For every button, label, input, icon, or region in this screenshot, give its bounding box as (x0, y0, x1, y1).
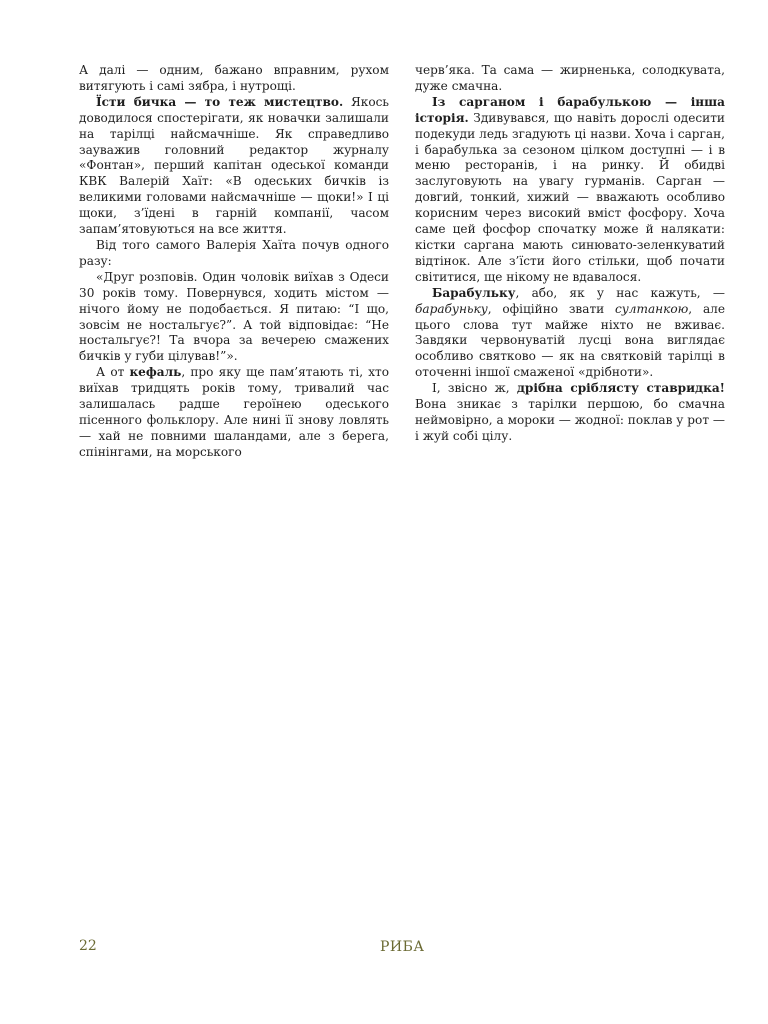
paragraph (415, 381, 725, 445)
bold-lead: Із сарганом і барабулькою — інша історія. (415, 94, 725, 125)
paragraph: черв’яка. Та сама — жирненька, солодкувата, дуже смачна. (415, 63, 725, 93)
paragraph: А далі — одним, бажано вправним, рухом витягують і самі зябра, і нутрощі. (79, 63, 389, 93)
paragraph-text: Вона зникає з тарілки першою, бо смачна неймовірно, а мороки — жодної: поклав у рот — і жуй собі цілу. (415, 397, 725, 443)
paragraph-text: , або, як у нас кажуть, — (515, 285, 725, 300)
paragraph: Від того самого Валерія Хаїта почув одного разу: (79, 237, 389, 268)
bold-term: кефаль (129, 365, 182, 380)
italic-term: барабуньку (415, 301, 488, 316)
quote-paragraph: «Друг розповів. Один чоловік виїхав з Одеси 30 років тому. Повернувся, ходить містом — нічого йому не подобається. Я питаю: “І що, зовсім не ностальгує?”. А той відповідає: “Не ностальгує?! Та вчора за вечерею смажених бичків у губи цілував!”». (79, 269, 389, 364)
page-number: 22 (79, 938, 97, 954)
paragraph-text: , але цього слова тут майже ніхто не вживає. Завдяки червонуватій лусці вона виглядає особливо святково — як на святковій тарілці в оточенні іншої смаженої «дрібноти». (415, 301, 725, 380)
paragraph-text: , офіційно звати (487, 301, 615, 316)
paragraph-text: І, звісно ж, (432, 381, 517, 396)
left-column (79, 63, 389, 461)
section-title: РИБА (380, 939, 425, 955)
paragraph-text: , про яку ще пам’ятають ті, хто виїхав тридцять років тому, тривалий час залишалась радше героїнею одеського пісенного фольклору. Але нині її знову ловлять — хай не повними шаландами, але з берега, спінінгами, на морського (79, 365, 389, 459)
bold-term: дрібна сріблясту ставридка! (516, 381, 725, 396)
right-column (415, 63, 725, 445)
paragraph (79, 95, 389, 238)
paragraph (415, 95, 725, 286)
bold-term: Барабульку (432, 285, 516, 300)
bold-lead: Їсти бичка — то теж мистецтво. (96, 94, 344, 109)
paragraph (415, 286, 725, 381)
italic-term: султанкою (615, 301, 689, 316)
paragraph-text: Якось доводилося спостерігати, як новачки залишали на тарілці найсмачніше. Як справедливо зауважив головний редактор журналу «Фонтан», перший капітан одеської команди КВК Валерій Хаїт: «В одеських бичків із великими головами найсмачніше — щоки!» І ці щоки, з’їдені в гарній компанії, часом запам’ятовуються на все життя. (79, 94, 389, 237)
paragraph-text: Здивувався, що навіть дорослі одесити подекуди ледь згадують ці назви. Хоча і сарган, і барабулька за сезоном цілком доступні — і в меню ресторанів, і на ринку. Й обидві заслуговують на увагу гурманів. Сарган — довгий, тонкий, хижий — вважають особливо корисним через високий вміст фосфору. Хоча саме цей фосфор спочатку може й налякати: кістки саргана мають синювато-зеленкуватий відтінок. Але з’їсти його стільки, щоб почати світитися, ще нікому не вдавалося. (415, 110, 725, 284)
paragraph (79, 365, 389, 460)
paragraph-text: А от (96, 365, 130, 380)
